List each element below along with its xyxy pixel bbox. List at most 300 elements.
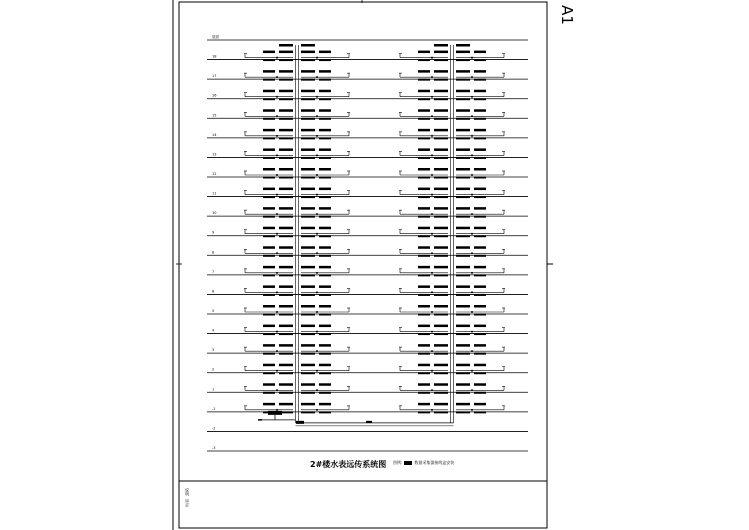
meter-tag: [456, 98, 470, 100]
meter-tag: [279, 294, 293, 296]
floor-label: 12: [212, 172, 217, 176]
meter-tag: [263, 109, 275, 112]
meter-node: [431, 272, 433, 274]
meter-node: [471, 96, 473, 98]
meter-tag: [434, 294, 448, 296]
meter-tag: [279, 79, 293, 81]
meter-node: [471, 409, 473, 411]
meter-tag: [301, 383, 315, 386]
meter-tag: [434, 109, 448, 112]
meter-tag: [474, 196, 486, 198]
meter-tag: [263, 274, 275, 276]
meter-tag: [301, 411, 315, 413]
note-item: 审定: [185, 499, 190, 507]
meter-tag: [418, 285, 430, 288]
meter-tag: [456, 344, 470, 347]
meter-tag: [279, 148, 293, 151]
meter-tag: [319, 148, 331, 151]
meter-tag: [456, 168, 470, 171]
meter-tag: [418, 168, 430, 171]
meter-tag: [434, 246, 448, 249]
meter-tag: [474, 383, 486, 386]
meter-tag: [434, 305, 448, 308]
meter-tag: [301, 44, 315, 47]
meter-node: [316, 76, 318, 78]
meter-tag: [301, 129, 315, 132]
meter-tag: [319, 294, 331, 296]
meter-tag: [474, 118, 486, 120]
meter-tag: [263, 235, 275, 237]
meter-tag: [279, 129, 293, 132]
floor-label: -3: [212, 446, 216, 450]
meter-tag: [279, 274, 293, 276]
meter-tag: [319, 157, 331, 159]
meter-node: [431, 174, 433, 176]
meter-node: [471, 174, 473, 176]
meter-tag: [301, 266, 315, 269]
meter-node: [316, 194, 318, 196]
floor-label: 14: [212, 132, 217, 137]
meter-tag: [474, 216, 486, 218]
meter-tag: [418, 364, 430, 367]
meter-tag: [319, 372, 331, 374]
note-item: 说明: [185, 488, 190, 496]
meter-tag: [456, 157, 470, 159]
meter-tag: [456, 79, 470, 81]
meter-tag: [434, 59, 448, 61]
meter-tag: [279, 344, 293, 347]
meter-tag: [456, 314, 470, 316]
floor-label: 17: [212, 74, 217, 79]
meter-tag: [301, 177, 315, 179]
floor-label: 18: [212, 54, 217, 59]
meter-tag: [319, 216, 331, 218]
meter-tag: [319, 305, 331, 308]
meter-tag: [434, 235, 448, 237]
meter-tag: [279, 44, 293, 47]
meter-node: [276, 350, 278, 352]
meter-tag: [263, 137, 275, 139]
meter-tag: [456, 216, 470, 218]
meter-tag: [319, 168, 331, 171]
meter-node: [431, 135, 433, 137]
meter-node: [316, 291, 318, 293]
meter-tag: [279, 207, 293, 210]
meter-node: [431, 194, 433, 196]
meter-node: [316, 331, 318, 333]
meter-tag: [474, 207, 486, 210]
meter-node: [431, 76, 433, 78]
meter-tag: [474, 372, 486, 374]
meter-tag: [301, 255, 315, 257]
meter-tag: [319, 51, 331, 54]
meter-tag: [319, 411, 331, 413]
floor-label: 5: [212, 309, 215, 313]
meter-tag: [301, 79, 315, 81]
meter-tag: [319, 207, 331, 210]
meter-tag: [319, 137, 331, 139]
floor-label: 1: [212, 387, 215, 392]
meter-tag: [456, 255, 470, 257]
meter-tag: [418, 157, 430, 159]
meter-tag: [434, 188, 448, 191]
meter-tag: [301, 216, 315, 218]
meter-tag: [263, 266, 275, 269]
meter-tag: [434, 255, 448, 257]
meter-tag: [263, 70, 275, 73]
meter-tag: [474, 157, 486, 159]
meter-tag: [418, 392, 430, 394]
drawing-title: 2#楼水表远传系统图: [310, 460, 387, 469]
meter-tag: [418, 90, 430, 93]
meter-tag: [263, 333, 275, 335]
floor-label: -1: [212, 406, 216, 411]
meter-tag: [279, 255, 293, 257]
meter-node: [316, 154, 318, 156]
meter-tag: [301, 246, 315, 249]
meter-tag: [456, 305, 470, 308]
meter-tag: [279, 235, 293, 237]
meter-tag: [456, 118, 470, 120]
meter-tag: [263, 353, 275, 355]
floor-label: 屋面: [212, 35, 219, 39]
meter-tag: [474, 294, 486, 296]
meter-tag: [418, 129, 430, 132]
meter-tag: [474, 235, 486, 237]
meter-tag: [319, 383, 331, 386]
meter-tag: [434, 129, 448, 132]
meter-node: [276, 213, 278, 215]
meter-tag: [418, 227, 430, 230]
meter-tag: [456, 325, 470, 328]
meter-tag: [279, 403, 293, 406]
meter-tag: [263, 392, 275, 394]
meter-tag: [434, 216, 448, 218]
meter-node: [276, 115, 278, 117]
meter-tag: [418, 216, 430, 218]
meter-tag: [418, 353, 430, 355]
meter-node: [431, 213, 433, 215]
floor-lines: [207, 40, 528, 451]
meter-tag: [456, 246, 470, 249]
meter-tag: [279, 168, 293, 171]
meter-node: [276, 194, 278, 196]
meter-tag: [418, 207, 430, 210]
meter-tag: [456, 294, 470, 296]
floor-labels: [212, 34, 219, 450]
meter-node: [316, 252, 318, 254]
meter-tag: [301, 207, 315, 210]
meter-tag: [301, 333, 315, 335]
meter-node: [316, 233, 318, 235]
meter-tag: [319, 274, 331, 276]
title-block-notes: [184, 488, 190, 507]
sheet-size-code: A1: [558, 5, 576, 25]
meter-tag: [456, 372, 470, 374]
floor-label: 16: [212, 93, 217, 98]
meter-tag: [279, 227, 293, 230]
meter-tag: [263, 216, 275, 218]
meter-node: [276, 135, 278, 137]
meter-tag: [434, 285, 448, 288]
meter-tag: [301, 51, 315, 54]
meter-tag: [279, 246, 293, 249]
meter-node: [431, 350, 433, 352]
meter-tag: [434, 148, 448, 151]
meter-tag: [474, 227, 486, 230]
meter-node: [276, 76, 278, 78]
meter-tag: [434, 44, 448, 47]
floor-label: 2: [212, 367, 215, 372]
legend-text: 数据采集器接线盒安装: [414, 460, 455, 465]
meter-node: [276, 370, 278, 372]
meter-tag: [263, 196, 275, 198]
meter-tag: [301, 305, 315, 308]
meter-tag: [418, 98, 430, 100]
meter-tag: [474, 59, 486, 61]
meter-tag: [263, 98, 275, 100]
meter-tag: [279, 266, 293, 269]
meter-tag: [319, 109, 331, 112]
meter-tag: [263, 157, 275, 159]
meter-tag: [279, 353, 293, 355]
meter-tag: [474, 168, 486, 171]
meter-tag: [301, 188, 315, 191]
meter-tag: [418, 70, 430, 73]
meter-tag: [474, 364, 486, 367]
meter-tag: [319, 344, 331, 347]
meter-tag: [456, 235, 470, 237]
meter-tag: [319, 227, 331, 230]
meter-tag: [319, 353, 331, 355]
meter-node: [431, 370, 433, 372]
meter-tag: [301, 90, 315, 93]
meter-node: [316, 389, 318, 391]
meter-tag: [279, 285, 293, 288]
meter-tag: [263, 177, 275, 179]
meter-tag: [474, 353, 486, 355]
meter-tag: [474, 109, 486, 112]
meter-tag: [263, 344, 275, 347]
meter-tag: [456, 353, 470, 355]
collector-tag: [296, 421, 304, 424]
meter-tag: [301, 285, 315, 288]
meter-node: [316, 115, 318, 117]
meter-node: [471, 350, 473, 352]
meter-node: [471, 76, 473, 78]
meter-tag: [263, 314, 275, 316]
meter-tag: [263, 325, 275, 328]
meter-tag: [263, 246, 275, 249]
meter-tag: [263, 79, 275, 81]
meter-tag: [418, 177, 430, 179]
meter-tag: [263, 227, 275, 230]
meter-tag: [418, 118, 430, 120]
meter-tag: [456, 44, 470, 47]
meter-tag: [434, 325, 448, 328]
meter-node: [316, 409, 318, 411]
meter-tag: [319, 129, 331, 132]
meter-tag: [474, 325, 486, 328]
floor-label: 3: [212, 348, 215, 353]
meter-node: [316, 272, 318, 274]
meter-tag: [319, 98, 331, 100]
meter-tag: [418, 79, 430, 81]
meter-tag: [301, 98, 315, 100]
meter-node: [316, 213, 318, 215]
meter-tag: [319, 177, 331, 179]
meter-tag: [474, 392, 486, 394]
meter-node: [471, 370, 473, 372]
meter-node: [471, 272, 473, 274]
meter-tag: [263, 305, 275, 308]
meter-tag: [418, 294, 430, 296]
floor-label: 15: [212, 113, 217, 118]
meter-tag: [434, 274, 448, 276]
meter-tag: [474, 403, 486, 406]
meter-tag: [279, 305, 293, 308]
meter-node: [431, 409, 433, 411]
meter-tag: [418, 246, 430, 249]
meter-tag: [301, 344, 315, 347]
meter-tag: [301, 196, 315, 198]
meter-tag: [319, 255, 331, 257]
meter-node: [431, 252, 433, 254]
meter-node: [316, 96, 318, 98]
meter-tag: [418, 266, 430, 269]
floor-label: 11: [212, 191, 217, 196]
meter-tag: [418, 403, 430, 406]
meter-node: [471, 311, 473, 313]
meter-tag: [319, 59, 331, 61]
meter-tag: [434, 266, 448, 269]
meter-node: [431, 154, 433, 156]
meter-tag: [434, 383, 448, 386]
meter-tag: [434, 118, 448, 120]
legend-prefix: 图例:: [393, 460, 403, 465]
meter-tag: [279, 118, 293, 120]
meter-tag: [263, 207, 275, 210]
meter-tag: [434, 98, 448, 100]
meter-tag: [456, 137, 470, 139]
meter-tag: [418, 305, 430, 308]
meter-tag: [434, 79, 448, 81]
meter-node: [316, 350, 318, 352]
meter-tag: [456, 274, 470, 276]
meter-node: [276, 174, 278, 176]
meter-tag: [263, 285, 275, 288]
meter-tag: [456, 148, 470, 151]
meter-tag: [418, 51, 430, 54]
meter-tag: [301, 157, 315, 159]
meter-tag: [279, 325, 293, 328]
meter-tag: [279, 70, 293, 73]
meter-tag: [456, 411, 470, 413]
meter-tag: [418, 333, 430, 335]
meter-branches: [244, 44, 505, 413]
meter-tag: [319, 188, 331, 191]
meter-tag: [263, 168, 275, 171]
meter-node: [431, 233, 433, 235]
meter-tag: [263, 129, 275, 132]
meter-tag: [474, 70, 486, 73]
meter-tag: [279, 177, 293, 179]
meter-tag: [418, 59, 430, 61]
meter-tag: [474, 246, 486, 249]
meter-tag: [434, 157, 448, 159]
meter-tag: [434, 372, 448, 374]
meter-tag: [263, 383, 275, 386]
collector-box-icon: [404, 461, 412, 465]
meter-tag: [474, 305, 486, 308]
meter-tag: [418, 137, 430, 139]
meter-tag: [434, 227, 448, 230]
meter-tag: [263, 90, 275, 93]
meter-tag: [474, 79, 486, 81]
meter-tag: [474, 90, 486, 93]
meter-node: [471, 252, 473, 254]
floor-label: 7: [212, 269, 215, 274]
meter-node: [431, 291, 433, 293]
meter-tag: [319, 90, 331, 93]
meter-tag: [279, 383, 293, 386]
meter-node: [471, 233, 473, 235]
meter-node: [431, 96, 433, 98]
meter-tag: [301, 70, 315, 73]
meter-tag: [456, 403, 470, 406]
meter-tag: [456, 109, 470, 112]
meter-tag: [418, 148, 430, 151]
meter-tag: [418, 235, 430, 237]
meter-tag: [418, 411, 430, 413]
meter-tag: [456, 196, 470, 198]
meter-node: [276, 233, 278, 235]
meter-tag: [279, 137, 293, 139]
meter-node: [471, 154, 473, 156]
meter-tag: [263, 403, 275, 406]
meter-node: [316, 174, 318, 176]
meter-tag: [456, 285, 470, 288]
meter-tag: [456, 383, 470, 386]
meter-node: [471, 115, 473, 117]
meter-tag: [456, 392, 470, 394]
meter-tag: [263, 118, 275, 120]
meter-tag: [319, 79, 331, 81]
meter-tag: [279, 314, 293, 316]
meter-node: [471, 331, 473, 333]
meter-tag: [474, 148, 486, 151]
meter-tag: [434, 353, 448, 355]
meter-tag: [474, 285, 486, 288]
meter-tag: [279, 196, 293, 198]
meter-node: [316, 135, 318, 137]
meter-node: [471, 291, 473, 293]
meter-node: [471, 213, 473, 215]
meter-tag: [279, 90, 293, 93]
floor-label: 6: [212, 289, 215, 294]
meter-tag: [301, 372, 315, 374]
meter-tag: [434, 207, 448, 210]
meter-tag: [418, 314, 430, 316]
legend: [393, 460, 454, 466]
meter-tag: [456, 266, 470, 269]
collector-tag: [366, 421, 372, 423]
meter-node: [316, 57, 318, 59]
meter-node: [431, 331, 433, 333]
meter-node: [276, 291, 278, 293]
meter-tag: [263, 255, 275, 257]
meter-tag: [434, 137, 448, 139]
